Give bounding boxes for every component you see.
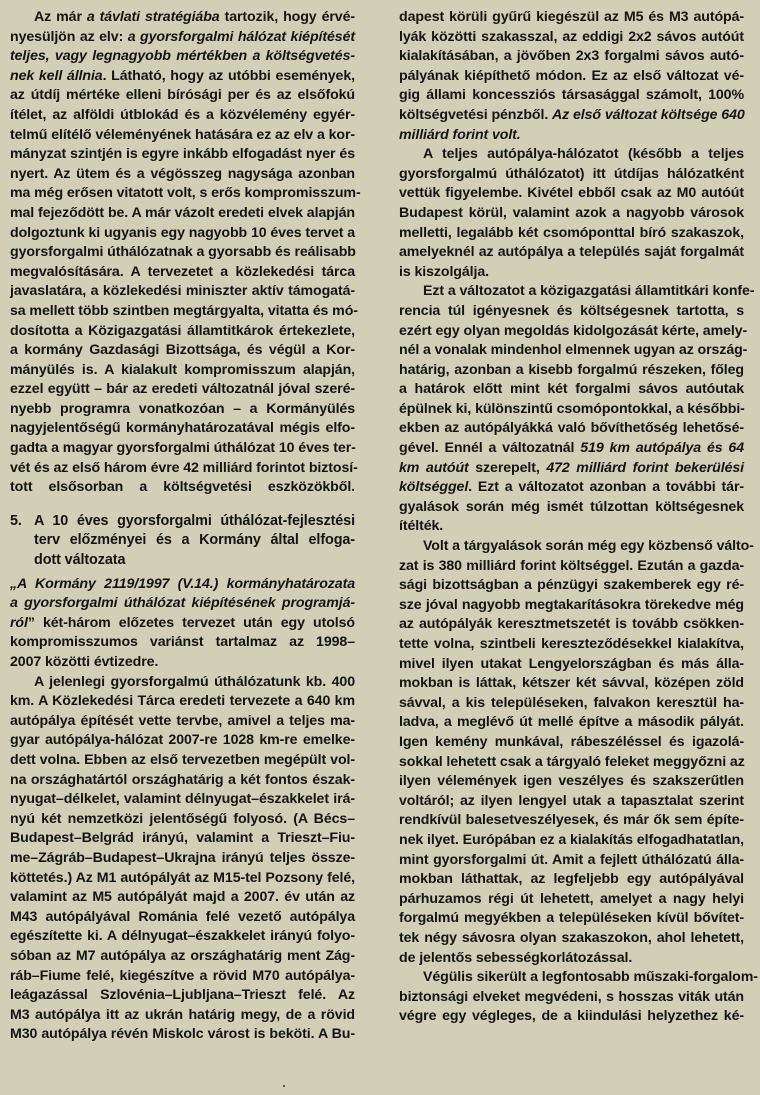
- text-run: párhuzamos régi út lehetett, amelyet a nagy helyi: [399, 890, 744, 907]
- text-line: [399, 459, 744, 479]
- text-line: [399, 831, 744, 851]
- text-run: tek négy sávosra olyan szakaszokon, ahol lehetett,: [399, 929, 744, 946]
- text-line: [399, 537, 754, 557]
- text-run: . Ezt a változatot azonban a további tár-: [468, 479, 744, 496]
- text-line: [10, 165, 355, 185]
- text-run: Volt a tárgyalások során még egy közbenső válto-: [423, 538, 754, 555]
- text-line: [10, 849, 355, 869]
- text-run: nyesüljön az elv:: [10, 28, 128, 45]
- paragraph: [399, 968, 758, 1027]
- text-run: mányülés is. A kialakult kompromisszum alapján,: [10, 361, 355, 378]
- text-run: egészítette ki. A délnyugat–északkelet irányú folyo-: [10, 928, 355, 945]
- text-run: gyorsforgalmi úthálózatnak a gyorsabb és reálisabb: [10, 244, 356, 261]
- text-run: ezzel együtt – bár az eredeti változatnál jóval szeré-: [10, 381, 355, 398]
- text-line: [10, 400, 355, 420]
- text-line: [399, 302, 744, 322]
- text-run: dolgoztunk ki ugyanis egy nagyobb 10 éves tervet a: [10, 224, 356, 241]
- text-run: voltáról; az ilyen lengyel utak a tapasztalat szerint: [399, 792, 744, 809]
- text-line: [399, 772, 744, 792]
- text-run: gig állami koncessziós társasággal számolt, 100%: [399, 87, 744, 104]
- text-run: tartozik, hogy érvé-: [219, 9, 355, 25]
- text-line: [399, 596, 744, 616]
- text-line: [10, 341, 355, 361]
- text-run: gyalások során még ismét túlzottan költségesnek: [399, 498, 744, 515]
- text-line: [10, 184, 361, 204]
- text-line: [399, 498, 744, 518]
- emphasis-text: 519 km autópálya és 64: [580, 440, 744, 457]
- text-line: [399, 86, 744, 106]
- text-line: [10, 810, 355, 830]
- text-run: Budapest körül, valamint azok a nagyobb városok: [399, 204, 744, 221]
- text-line: [399, 713, 744, 733]
- emphasis-text: teljes, vagy legnagyobb mértékben a költségvetés-: [10, 48, 355, 65]
- text-run: végre egy végleges, de a kiindulási helyzethez ké-: [399, 1008, 744, 1025]
- text-run: autópálya építését vette tervbe, amivel a teljes ma-: [10, 712, 355, 729]
- section-title-line-1: A 10 éves gyorsforgalmi úthálózat-fejlesztési: [34, 512, 355, 529]
- text-line: [10, 771, 355, 791]
- text-line: [399, 870, 744, 890]
- text-line: [10, 947, 355, 967]
- text-run: Ezt a változatot a közigazgatási államtitkári konfe-: [423, 283, 755, 300]
- text-run: kompromisszumos variánst tartalmaz az 1998–: [10, 634, 355, 651]
- text-line: [10, 908, 355, 928]
- text-line: [399, 694, 744, 714]
- text-run: nagyjelentőségű kormányhatározatával mégis elfo-: [10, 420, 355, 437]
- text-run: telmű elítélő véleményének hatására ez az elv a kor-: [10, 126, 355, 143]
- text-line: [399, 380, 744, 400]
- text-line: [399, 400, 744, 420]
- text-run: is kiszolgálja.: [399, 263, 489, 280]
- text-line: [399, 929, 744, 949]
- text-line: [399, 576, 744, 596]
- text-line: [10, 478, 355, 498]
- text-run: költségvetési pénzből.: [399, 106, 553, 123]
- text-line: [10, 575, 355, 595]
- text-line: [10, 594, 355, 614]
- text-run: ladva, a meglévő út mellé építve a második pályát.: [399, 714, 744, 731]
- text-run: dosította a Közigazgatási államtitkárok értekezlete,: [10, 322, 355, 339]
- text-run: határig, azonban a kisebb forgalmú részeken, főleg: [399, 361, 744, 378]
- right-column: [399, 8, 758, 1027]
- text-run: mal fejeződött be. A már vázolt eredeti elvek alapján: [10, 204, 355, 221]
- text-run: dett volna. Ebben az első tervezetben megépült vol-: [10, 751, 355, 768]
- text-run: ilyen vélemények igen veszélyes és szakszerűtlen: [399, 773, 744, 790]
- text-run: épülnek ki, különszintű csomópontokkal, a későbbi-: [399, 400, 745, 417]
- section-title-line-3: dott változata: [34, 552, 126, 569]
- text-line: [399, 145, 744, 165]
- text-line: [10, 419, 355, 439]
- text-run: ítélet, az alföldi útblokád és a közvélemény egyér-: [10, 106, 355, 123]
- section-number: 5.: [10, 512, 22, 529]
- text-run: nél a vonalak mindenhol elmennek ugyan az ország-: [399, 342, 748, 359]
- paragraph: [399, 8, 744, 145]
- text-line: [10, 731, 355, 751]
- text-line: [10, 653, 355, 673]
- text-run: ráb–Fiume felé, kiegészítve a rövid M70 autópálya-: [10, 967, 355, 984]
- text-line: [399, 126, 744, 146]
- text-line: [399, 753, 744, 773]
- text-line: [10, 790, 355, 810]
- text-line: [10, 86, 355, 106]
- text-run: javaslatára, a közlekedési miniszter aktív támogatá-: [10, 283, 355, 300]
- text-run: melletti, legalább két csomóponttal bíró szakaszok,: [399, 224, 744, 241]
- text-run: 2007 közötti évtizedre.: [10, 654, 159, 670]
- scan-speck: [283, 1085, 285, 1087]
- text-run: mokban is láttak, kétszer két sávval, középen zöld: [399, 675, 744, 692]
- left-column: [10, 8, 361, 1045]
- text-run: ” két-három előzetes tervezet után egy utolsó: [27, 614, 355, 631]
- text-run: biztonsági elveket megvédeni, s hosszas viták után: [399, 988, 744, 1005]
- text-line: [10, 927, 355, 947]
- text-run: ma még erősen vitatott volt, s erős kompromisszum-: [10, 185, 361, 202]
- text-run: tette volna, szintbeli kereszteződésekkel kialakítva,: [399, 636, 744, 652]
- text-line: [399, 8, 744, 28]
- text-line: [10, 888, 355, 908]
- text-line: [399, 557, 744, 577]
- text-run: nyugat–délkelet, valamint délnyugat–északkelet irá-: [10, 791, 355, 808]
- paragraph: [10, 575, 355, 673]
- text-run: az útdíj mértéke elleni bírósági per és az elsőfokú: [10, 87, 355, 104]
- text-run: kialakításában, a jövőben 2x3 forgalmi sávos autó-: [399, 48, 744, 65]
- text-line: [399, 655, 744, 675]
- emphasis-text: milliárd forint volt.: [399, 126, 521, 143]
- text-run: rendkívül balesetveszélyesek, és már ők sem építe-: [399, 812, 744, 829]
- text-run: sávval, a kis településeken, falvakon keresztül ha-: [399, 694, 744, 711]
- text-line: [399, 165, 744, 185]
- text-run: sa mellett több szintben megtárgyalta, vitatta és mó-: [10, 302, 358, 319]
- text-run: nyert. Az ütem és a végösszeg nagysága azonban: [10, 165, 355, 182]
- text-run: mint gyorsforgalmi út. Amit a fejlett úthálózatú álla-: [399, 851, 744, 868]
- text-run: Az már: [34, 9, 87, 25]
- text-line: [10, 282, 355, 302]
- text-line: [10, 751, 355, 771]
- text-run: km. A Közlekedési Tárca eredeti tervezete a 640 km: [10, 693, 355, 710]
- text-run: Budapest–Belgrád irányú, valamint a Trieszt–Fiu-: [10, 830, 355, 847]
- text-line: [399, 263, 744, 283]
- text-line: [399, 733, 744, 753]
- text-run: sóban az M7 autópálya az országhatárig ment Zág-: [10, 947, 355, 964]
- paragraph: [399, 145, 744, 282]
- text-line: [10, 380, 355, 400]
- section-heading: [10, 512, 355, 571]
- section-heading-line: [10, 512, 355, 532]
- text-run: . Látható, hogy az utóbbi események,: [102, 67, 355, 84]
- text-line: [10, 243, 355, 263]
- emphasis-text: a gyorsforgalmi hálózat kiépítését: [127, 28, 355, 45]
- text-line: [399, 67, 744, 87]
- emphasis-text: ról: [10, 614, 28, 631]
- text-line: [10, 967, 355, 987]
- text-line: [10, 986, 355, 1006]
- text-run: de jelentős sebességkorlátozással.: [399, 949, 633, 966]
- text-line: [10, 1025, 355, 1045]
- text-line: [399, 909, 744, 929]
- text-run: a kormány Gazdasági Bizottsága, és végül a Kor-: [10, 342, 355, 359]
- text-line: [10, 361, 355, 381]
- text-run: mokban láthattak, az legfeljebb egy autópályával: [399, 871, 744, 888]
- text-line: [399, 811, 744, 831]
- text-run: A teljes autópálya-hálózatot (később a teljes: [423, 146, 744, 163]
- text-line: [10, 692, 355, 712]
- text-line: [10, 673, 355, 693]
- text-line: [10, 263, 355, 283]
- text-run: sze jóval nagyobb megtakarításokra törekedve még: [399, 596, 744, 613]
- text-run: A jelenlegi gyorsforgalmú úthálózatunk kb. 400: [34, 673, 355, 690]
- emphasis-text: „A Kormány 2119/1997 (V.14.) kormányhatározata: [10, 575, 355, 592]
- text-run: lyák közötti szakasszal, az eddigi 2x2 sávos autóút: [399, 28, 744, 45]
- text-run: rencia túl igényesnek és költségesnek tartotta, s: [399, 302, 744, 319]
- paragraph: [10, 673, 355, 1045]
- text-run: vettük figyelembe. Kivétel ebből csak az M0 autóút: [399, 185, 744, 202]
- text-run: na országhatártól országhatárig a két fontos észak-: [10, 771, 355, 788]
- text-run: sági bizottságban a pénzügyi szakemberek egy ré-: [399, 577, 744, 594]
- text-line: [399, 968, 758, 988]
- paragraph: [399, 537, 754, 968]
- text-line: [399, 851, 744, 871]
- text-run: M43 autópályával Románia felé vezető autópálya: [10, 908, 355, 925]
- text-run: Igen kemény munkával, rábeszéléssel és igazolá-: [399, 733, 744, 750]
- text-line: [399, 988, 744, 1008]
- text-line: [399, 341, 748, 361]
- emphasis-text: nek kell állnia: [10, 67, 103, 84]
- text-run: leágazással Szlovénia–Ljubljana–Trieszt felé. Az: [10, 987, 355, 1004]
- text-run: nyebb programra vonatkozóan – a Kormányülés: [10, 400, 355, 417]
- text-line: [10, 1006, 355, 1026]
- text-run: mányzat szintjén is egyre inkább elfogadást nyer és: [10, 146, 355, 163]
- text-run: gével. Ennél a változatnál: [399, 440, 581, 457]
- emphasis-text: 472 milliárd forint bekerülési: [546, 459, 745, 476]
- text-run: Végülis sikerült a legfontosabb műszaki-forgalom-: [423, 969, 758, 986]
- text-line: [399, 28, 744, 48]
- emphasis-text: a távlati stratégiába: [86, 9, 220, 25]
- text-line: [399, 635, 744, 655]
- text-run: vét és az első három évre 42 milliárd forintot biztosí-: [10, 459, 358, 476]
- text-line: [399, 478, 744, 498]
- section-title-line-2: terv előzményei és a Kormány által elfoga-: [34, 532, 355, 549]
- text-line: [399, 674, 744, 694]
- text-run: ezért egy olyan megoldás kidolgozását kérte, amely-: [399, 322, 748, 339]
- text-run: zat is 380 milliárd forint költséggel. Ezután a gazda-: [399, 557, 744, 574]
- text-run: az autópályák keresztmetszetét is tovább csökken-: [399, 616, 744, 633]
- text-run: M3 autópálya itt az ukrán határig megy, de a rövid: [10, 1006, 355, 1023]
- text-run: nek ilyet. Európában ez a kialakítás elfogadhatatlan,: [399, 831, 744, 848]
- text-line: [399, 282, 755, 302]
- text-line: [10, 224, 355, 244]
- text-line: [399, 615, 744, 635]
- text-run: ítélték.: [399, 518, 444, 535]
- text-line: [399, 184, 744, 204]
- text-run: sokkal lehetett csak a tárgyaló feleket meggyőzni az: [399, 753, 745, 770]
- text-run: gyar autópálya-hálózat 2007-re 1028 km-re emelke-: [10, 732, 355, 749]
- paragraph: [10, 8, 361, 498]
- text-line: [10, 302, 358, 322]
- text-run: tott elsősorban a költségvetési eszközökből.: [10, 479, 355, 496]
- text-line: [399, 890, 744, 910]
- emphasis-text: a gyorsforgalmi úthálózat kiépítésének programjá-: [10, 595, 355, 612]
- text-run: gadta a magyar gyorsforgalmi úthálózat 10 éves ter-: [10, 440, 356, 457]
- text-line: [399, 322, 748, 342]
- paragraph: [399, 282, 755, 537]
- text-run: megvalósítására. A tervezetet a közlekedési tárca: [10, 263, 355, 280]
- text-run: dapest körüli gyűrű kiegészül az M5 és M3 autópá-: [399, 9, 744, 25]
- text-line: [10, 614, 355, 634]
- text-line: [10, 459, 358, 479]
- text-line: [10, 633, 355, 653]
- text-line: [10, 322, 355, 342]
- text-run: a határok előtt mint két forgalmi sávos autóutak: [399, 381, 744, 398]
- text-line: [399, 106, 744, 126]
- text-line: [399, 361, 744, 381]
- text-run: amelyeknél az autópálya a település saját forgalmát: [399, 244, 744, 261]
- text-line: [10, 28, 355, 48]
- text-line: [10, 145, 355, 165]
- text-run: forgalmú megyékben a településeken kívül bővítet-: [399, 910, 744, 927]
- text-line: [399, 517, 744, 537]
- text-line: [10, 47, 355, 67]
- text-run: gyorsforgalmú úthálózatot) itt útdíjas hálózatként: [399, 165, 744, 182]
- text-line: [399, 439, 744, 459]
- text-run: pályának kiépíthető módon. Ez az első változat vé-: [399, 67, 744, 84]
- text-line: [10, 67, 355, 87]
- text-run: M30 autópálya révén Miskolc várost is beköti. A Bu-: [10, 1026, 355, 1043]
- text-run: szerepelt,: [468, 459, 547, 476]
- text-run: ekben az autópályákká való bővíthetőség lehetősé-: [399, 420, 744, 437]
- spacer: [10, 498, 355, 512]
- emphasis-text: költséggel: [399, 479, 469, 496]
- text-run: mivel ilyen utakat Lengyelországban és más álla-: [399, 655, 744, 672]
- text-run: köttetés.) Az M1 autópályát az M15-tel Pozsony felé,: [10, 869, 355, 886]
- text-line: [399, 47, 744, 67]
- text-line: [10, 869, 355, 889]
- text-line: [10, 712, 355, 732]
- text-line: [10, 439, 355, 459]
- emphasis-text: km autóút: [399, 459, 469, 476]
- text-line: [399, 419, 744, 439]
- text-line: [399, 1007, 744, 1027]
- text-line: [399, 243, 744, 263]
- text-line: [399, 204, 744, 224]
- text-run: nyú két nemzetközi jelentőségű folyosó. (A Bécs–: [10, 810, 355, 827]
- text-run: me–Zágráb–Budapest–Ukrajna irányú teljes össze-: [10, 849, 355, 866]
- emphasis-text: Az első változat költsége 640: [552, 106, 745, 123]
- text-line: [10, 204, 355, 224]
- text-line: [10, 126, 355, 146]
- text-run: valamint az M5 autópályát majd a 2007. év után az: [10, 889, 355, 906]
- text-line: [10, 829, 355, 849]
- text-line: [399, 224, 744, 244]
- text-line: [399, 949, 744, 969]
- text-line: [10, 8, 355, 28]
- text-line: [399, 792, 744, 812]
- text-line: [10, 106, 355, 126]
